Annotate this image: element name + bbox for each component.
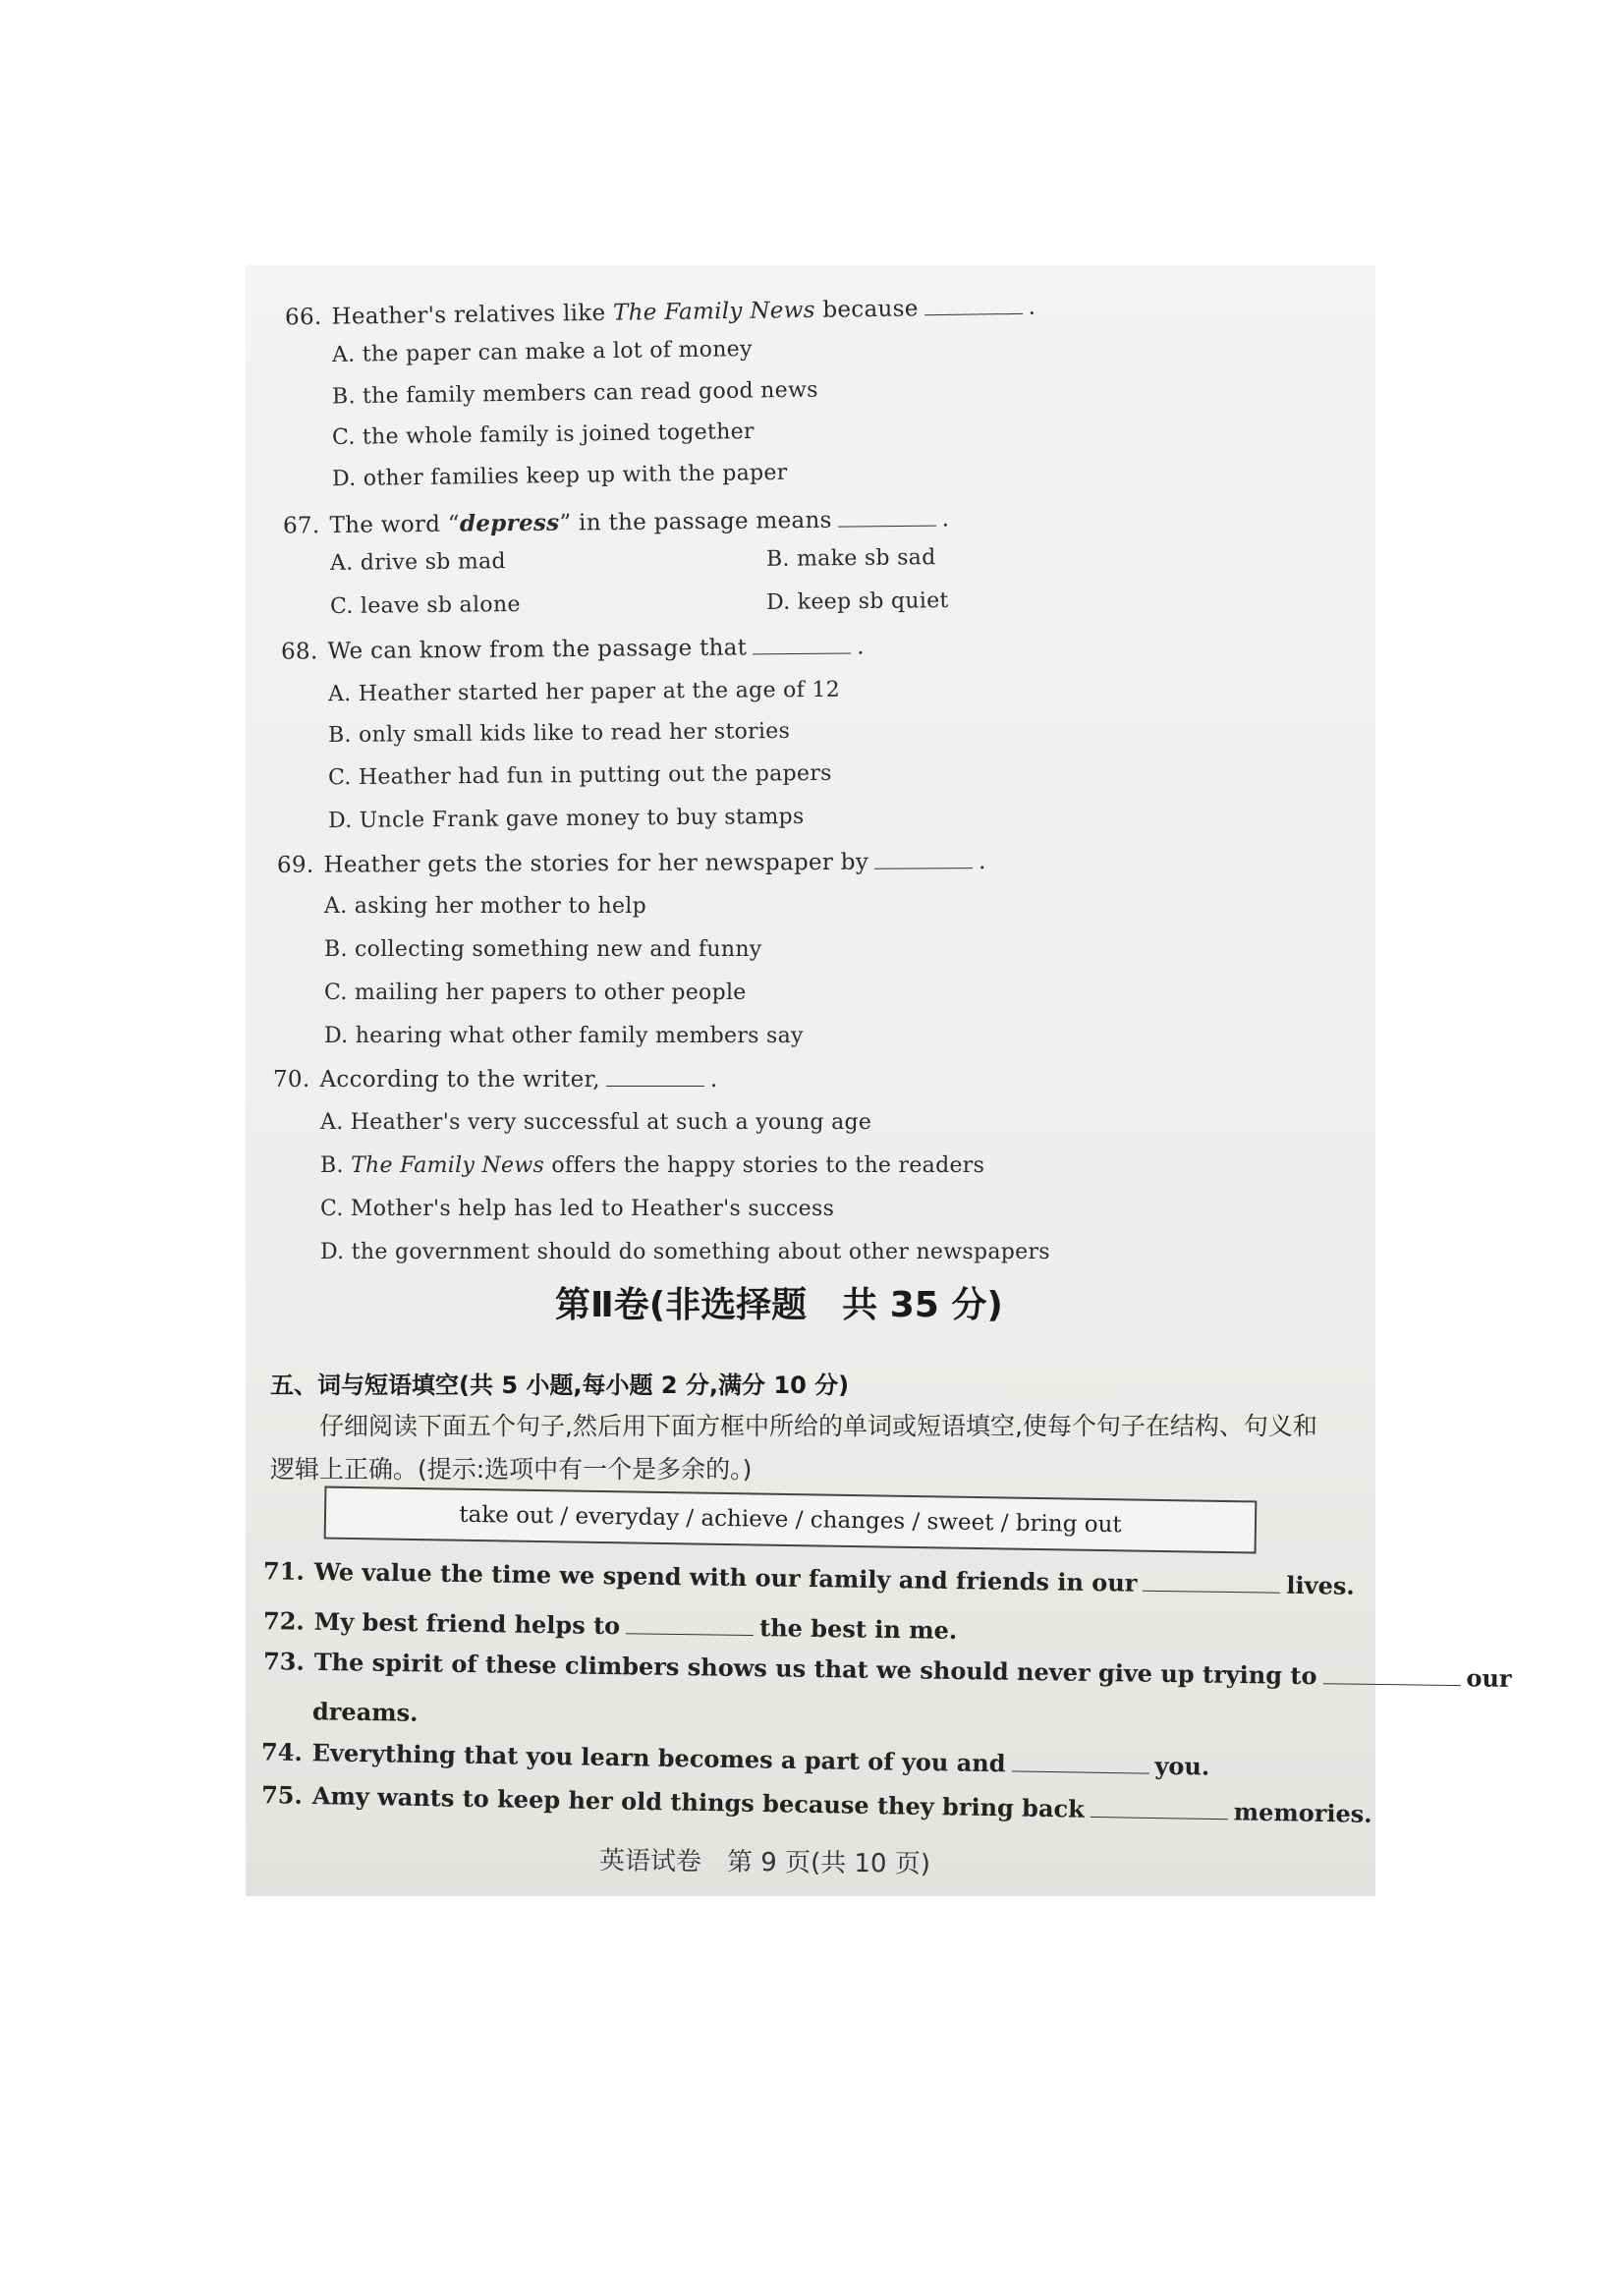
q69-option-b: B. collecting something new and funny — [324, 937, 762, 962]
question-68: 68. We can know from the passage that . — [280, 634, 865, 665]
word-bank-text: take out / everyday / achieve / changes / sweet / bring out — [459, 1501, 1122, 1539]
question-75: 75. Amy wants to keep her old things because they bring back memories. — [260, 1780, 1372, 1828]
q70-option-b: B. The Family News offers the happy stories to the readers — [320, 1153, 985, 1178]
q69-option-c: C. mailing her papers to other people — [324, 980, 747, 1005]
answer-blank — [753, 652, 851, 655]
answer-blank — [1091, 1816, 1228, 1820]
q69-option-d: D. hearing what other family members say — [324, 1024, 804, 1048]
q67-option-a: A. drive sb mad — [329, 549, 507, 576]
q67-option-d: D. keep sb quiet — [765, 588, 949, 615]
q66-option-b: B. the family members can read good news — [331, 377, 818, 410]
q66-option-c: C. the whole family is joined together — [331, 420, 755, 450]
question-73: 73. The spirit of these climbers shows us that we should never give up trying to our — [262, 1647, 1512, 1693]
question-69: 69. Heather gets the stories for her newspaper by . — [276, 849, 986, 878]
answer-blank — [626, 1632, 754, 1636]
q69-option-a: A. asking her mother to help — [324, 894, 647, 919]
q70-option-d: D. the government should do something about other newspapers — [320, 1240, 1050, 1264]
question-67: 67. The word “depress” in the passage means . — [282, 506, 950, 539]
question-74: 74. Everything that you learn becomes a part of you and you. — [260, 1737, 1210, 1781]
section-heading: 五、词与短语填空(共 5 小题,每小题 2 分,满分 10 分) — [270, 1372, 850, 1399]
question-71: 71. We value the time we spend with our family and friends in our lives. — [262, 1556, 1355, 1600]
answer-blank — [874, 867, 973, 869]
q66-option-a: A. the paper can make a lot of money — [331, 337, 753, 367]
answer-blank — [838, 525, 936, 528]
q70-option-c: C. Mother's help has led to Heather's success — [320, 1197, 835, 1221]
answer-blank — [606, 1085, 704, 1087]
q68-option-b: B. only small kids like to read her stories — [327, 718, 791, 749]
q68-option-c: C. Heather had fun in putting out the papers — [327, 760, 832, 791]
q68-option-d: D. Uncle Frank gave money to buy stamps — [327, 804, 805, 834]
question-72: 72. My best friend helps to the best in me. — [262, 1606, 958, 1645]
answer-blank — [924, 312, 1023, 315]
q68-option-a: A. Heather started her paper at the age of 12 — [327, 677, 841, 707]
answer-blank — [1322, 1682, 1460, 1686]
question-70: 70. According to the writer, . — [273, 1067, 718, 1092]
q67-option-c: C. leave sb alone — [329, 591, 521, 620]
q67-option-b: B. make sb sad — [765, 545, 936, 572]
page-footer: 英语试卷 第 9 页(共 10 页) — [598, 1846, 931, 1879]
question-73-continued: dreams. — [311, 1697, 419, 1727]
answer-blank — [1143, 1590, 1280, 1594]
q70-option-a: A. Heather's very successful at such a young age — [320, 1110, 872, 1135]
question-66: 66. Heather's relatives like The Family News because . — [284, 294, 1036, 331]
q66-option-d: D. other families keep up with the paper — [331, 460, 788, 492]
answer-blank — [1011, 1769, 1148, 1773]
section-instructions: 仔细阅读下面五个句子,然后用下面方框中所给的单词或短语填空,使每个句子在结构、句义和逻辑上正确。(提示:选项中有一个是多余的。) — [270, 1412, 1317, 1484]
section-title: 第Ⅱ卷(非选择题 共 35 分) — [555, 1285, 1003, 1325]
